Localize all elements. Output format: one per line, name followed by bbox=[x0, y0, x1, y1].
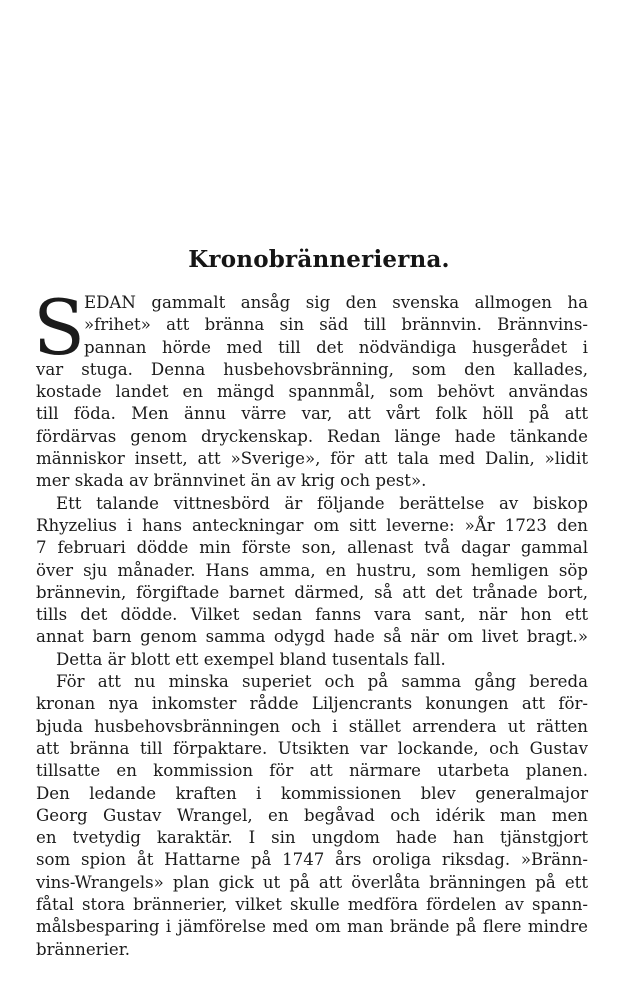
text-line: vins-Wrangels» plan gick ut på att överlåta bränningen på ett bbox=[36, 872, 588, 892]
text-line: över sju månader. Hans amma, en hustru, som hemligen söp bbox=[36, 560, 588, 580]
text-line: För att nu minska superiet och på samma gång bereda bbox=[56, 672, 588, 692]
text-line: målsbesparing i jämförelse med om man brände på flere mindre bbox=[36, 917, 588, 937]
text-line: pannan hörde med till det nödvändiga husgerådet i bbox=[84, 337, 588, 357]
text-line: Ett talande vittnesbörd är följande berättelse av biskop bbox=[56, 493, 588, 513]
text-line: EDAN gammalt ansåg sig den svenska allmogen ha bbox=[84, 293, 588, 312]
body-text bbox=[33, 283, 588, 961]
text-line: Detta är blott ett exempel bland tusentals fall. bbox=[56, 649, 446, 669]
text-line: kronan nya inkomster rådde Liljencrants konungen att för- bbox=[36, 694, 588, 714]
text-line: var stuga. Denna husbehovsbränning, som den kallades, bbox=[36, 359, 588, 379]
text-line: brännerier. bbox=[36, 939, 131, 959]
text-line: Den ledande kraften i kommissionen blev generalmajor bbox=[36, 783, 588, 803]
text-line: fördärvas genom dryckenskap. Redan länge hade tänkande bbox=[36, 426, 588, 446]
text-line: människor insett, att »Sverige», för att tala med Dalin, »lidit bbox=[36, 449, 588, 469]
text-line: att bränna till förpaktare. Utsikten var lockande, och Gustav bbox=[36, 738, 588, 758]
text-line: som spion åt Hattarne på 1747 års oroliga riksdag. »Bränn- bbox=[36, 850, 588, 870]
text-line: Rhyzelius i hans anteckningar om sitt leverne: »År 1723 den bbox=[36, 515, 588, 535]
text-line: 7 februari dödde min förste son, allenast två dagar gammal bbox=[36, 538, 588, 558]
text-line: tills det dödde. Vilket sedan fanns vara sant, när hon ett bbox=[36, 605, 588, 625]
text-line: brännevin, förgiftade barnet därmed, så att det trånade bort, bbox=[36, 582, 588, 602]
text-line: tillsatte en kommission för att närmare utarbeta planen. bbox=[36, 761, 588, 781]
text-line: annat barn genom samma odygd hade så när om livet bragt.» bbox=[36, 627, 588, 647]
drop-cap: S bbox=[33, 283, 86, 372]
text-line: bjuda husbehovsbränningen och i stället arrendera ut rätten bbox=[36, 716, 588, 736]
text-line: en tvetydig karaktär. I sin ungdom hade han tjänstgjort bbox=[36, 828, 588, 848]
text-line: mer skada av brännvinet än av krig och pest». bbox=[36, 471, 427, 491]
text-line: kostade landet en mängd spannmål, som behövt användas bbox=[36, 382, 588, 402]
text-line: fåtal stora brännerier, vilket skulle medföra fördelen av spann- bbox=[36, 895, 588, 915]
chapter-title: Kronobrännerierna. bbox=[188, 246, 450, 273]
text-line: »frihet» att bränna sin säd till brännvin. Brännvins- bbox=[84, 315, 588, 335]
text-line: Georg Gustav Wrangel, en begåvad och idérik man men bbox=[36, 805, 588, 825]
text-line: till föda. Men ännu värre var, att vårt folk höll på att bbox=[36, 404, 588, 424]
